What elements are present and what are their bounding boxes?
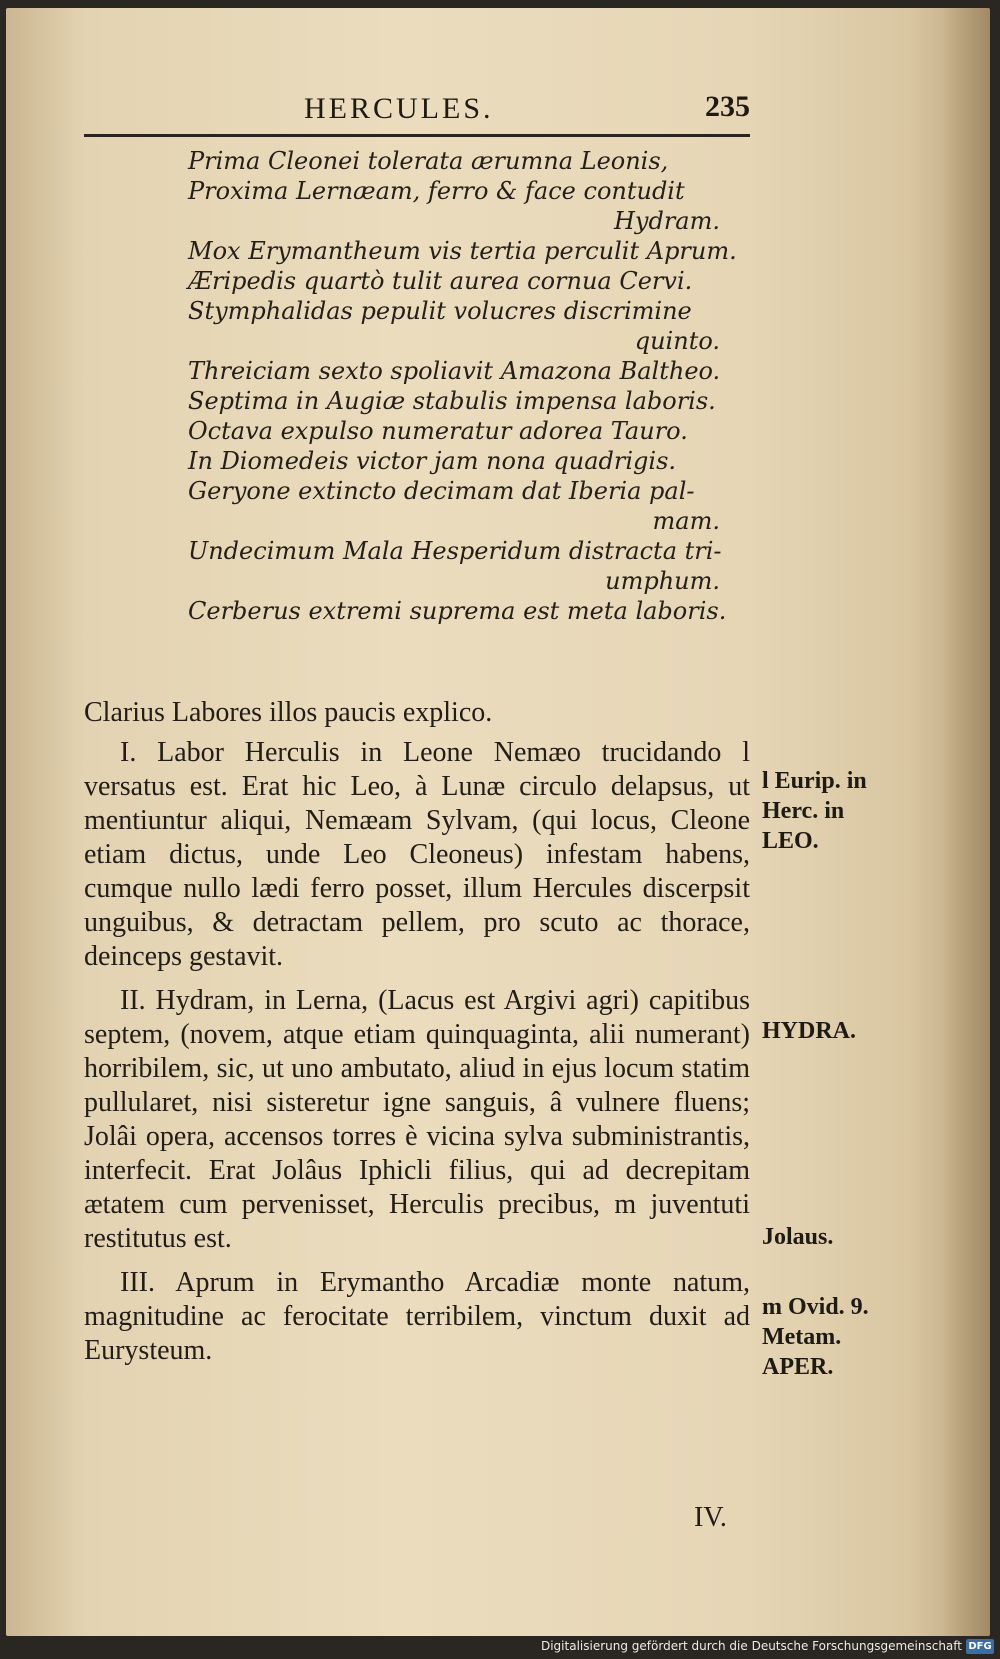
verse-line: Æripedis quartò tulit aurea cornua Cervi. [188, 267, 693, 295]
verse-line-continuation: Hydram. [613, 207, 720, 235]
paragraph-labor-3: III. Aprum in Erymantho Arcadiæ monte natum, magnitudine ac ferocitate terribilem, vinctum duxit ad Eurysteum. [84, 1267, 750, 1366]
page-number: 235 [705, 90, 750, 123]
margin-ovid-line2: Metam. [762, 1324, 842, 1350]
verse-line: Cerberus extremi suprema est meta laboris. [188, 597, 727, 625]
verse-line: Geryone extincto decimam dat Iberia pal- [188, 477, 695, 505]
margin-jolaus: Jolaus. [762, 1224, 834, 1250]
verse-line: Octava expulso numeratur adorea Tauro. [188, 417, 688, 445]
margin-note-jolaus [762, 1222, 902, 1252]
verse-line: In Diomedeis victor jam nona quadrigis. [188, 447, 677, 475]
verse-line: Prima Cleonei tolerata ærumna Leonis, [188, 147, 669, 175]
margin-aper: APER. [762, 1354, 834, 1380]
verse-line: Septima in Augiæ stabulis impensa laboris. [188, 387, 716, 415]
catchword: IV. [694, 1502, 727, 1533]
footer-bar [0, 1636, 1000, 1659]
dfg-logo-icon: DFG [966, 1639, 994, 1654]
margin-ovid-line1: m Ovid. 9. [762, 1294, 869, 1320]
verse-line-continuation: mam. [652, 507, 720, 535]
digitization-credit: Digitalisierung gefördert durch die Deutsche Forschungsgemeinschaft [540, 1639, 962, 1653]
margin-eurip-line1: l Eurip. in [762, 768, 867, 794]
margin-note-hydra [762, 1016, 902, 1046]
paragraph-labor-2: II. Hydram, in Lerna, (Lacus est Argivi agri) capitibus septem, (novem, atque etiam quinquaginta, alii numerant) horribilem, sic, ut uno ambutato, aliud in ejus locum statim pullularet, nisi sisteretur igne sanguis, â vulnere fluens; Jolâi opera, accensos torres è vicina sylva subministrantis, interfecit. Erat Jolâus Iphicli filius, qui ad decrepitam ætatem cum pervenisset, Herculis precibus, m juventuti restitutus est. [84, 985, 750, 1254]
header-rule [84, 134, 750, 137]
intro-line: Clarius Labores illos paucis explico. [84, 697, 493, 728]
verse-line: Undecimum Mala Hesperidum distracta tri- [188, 537, 722, 565]
page-edge-shadow [942, 8, 990, 1636]
verse-line-continuation: quinto. [634, 327, 720, 355]
book-page [6, 8, 990, 1636]
paragraph-labor-1: I. Labor Herculis in Leone Nemæo trucidando l versatus est. Erat hic Leo, à Lunæ circulo delapsus, ut mentiuntur aliqui, Nemæam Sylvam, (qui locus, Cleone etiam dictus, unde Leo Cleoneus) infestam habens, cumque nullo lædi ferro posset, illum Hercules discerpsit unguibus, & detractam pellem, pro scuto ac thorace, deinceps gestavit. [84, 737, 750, 972]
margin-note-ovid [762, 1292, 902, 1382]
verse-line: Mox Erymantheum vis tertia perculit Aprum. [188, 237, 737, 265]
margin-note-eurip [762, 766, 902, 856]
verse-line-continuation: umphum. [605, 567, 720, 595]
page-header [84, 88, 750, 134]
verse-block [188, 146, 748, 626]
running-title: HERCULES. [304, 92, 494, 125]
prose-block [84, 696, 750, 1378]
verse-line: Threiciam sexto spoliavit Amazona Baltheo. [188, 357, 721, 385]
margin-eurip-line2: Herc. in [762, 798, 845, 824]
margin-hydra: HYDRA. [762, 1018, 856, 1044]
verse-line: Stymphalidas pepulit volucres discrimine [188, 297, 692, 325]
verse-line: Proxima Lernæam, ferro & face contudit [188, 177, 685, 205]
margin-leo: LEO. [762, 828, 819, 854]
